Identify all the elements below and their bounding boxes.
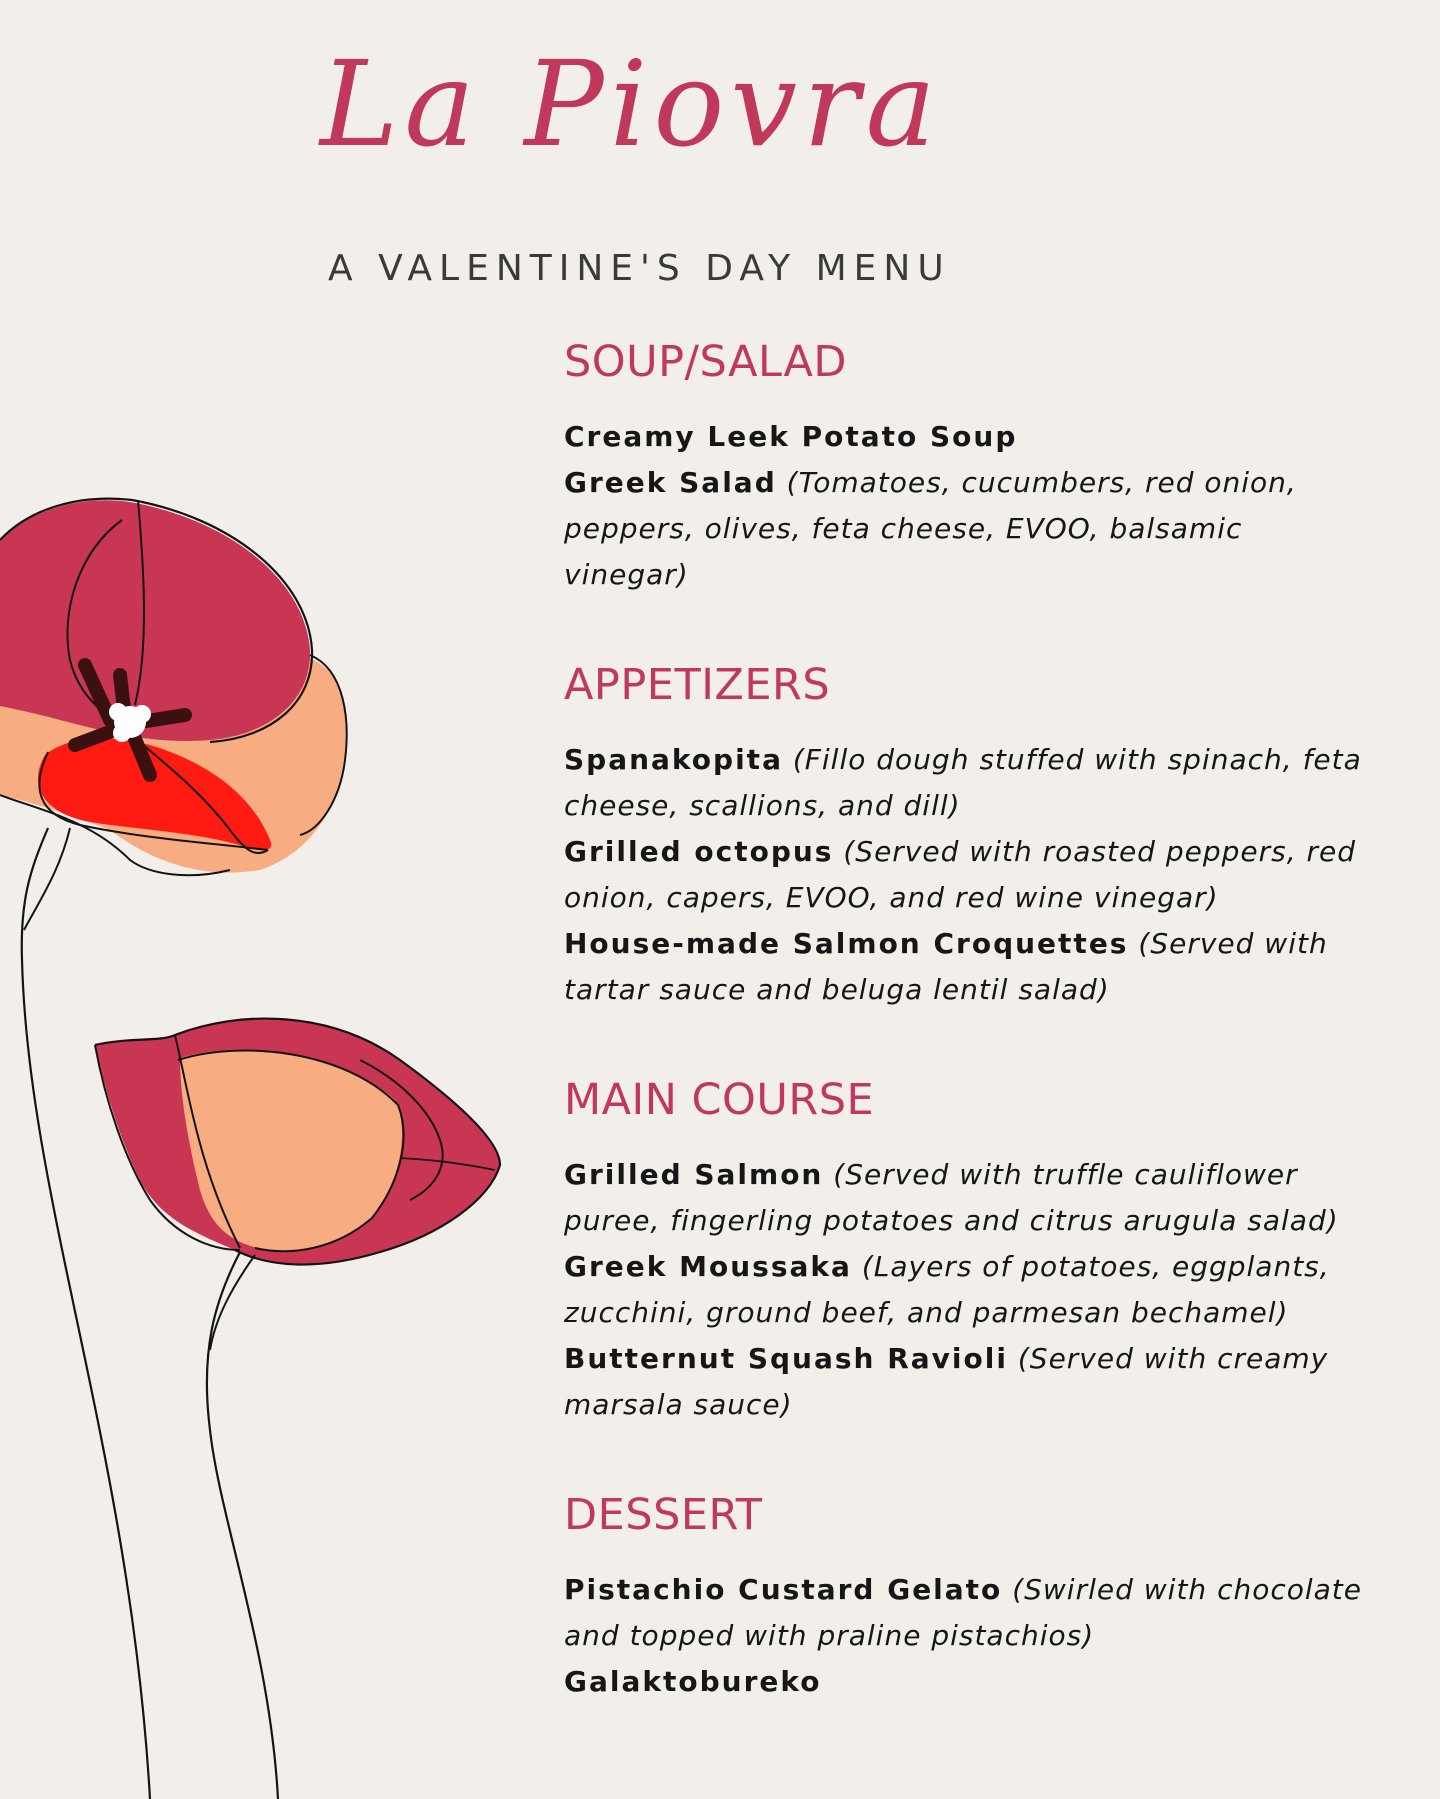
menu-item-description: (Served with tartar sauce and beluga lentil salad) [564, 927, 1328, 1006]
top-poppy-crimson-petal [0, 500, 310, 741]
menu-item [564, 1244, 1364, 1336]
menu-item-name: Grilled Salmon [564, 1158, 824, 1191]
menu-item-name: House-made Salmon Croquettes [564, 927, 1129, 960]
menu-item-name: Creamy Leek Potato Soup [564, 420, 1018, 453]
menu-item [564, 414, 1364, 460]
section-title: DESSERT [564, 1490, 763, 1540]
menu-item-name: Greek Salad [564, 466, 777, 499]
menu-item-name: Galaktobureko [564, 1665, 822, 1698]
menu-subtitle: A VALENTINE'S DAY MENU [328, 248, 951, 289]
menu-section [564, 1485, 1364, 1705]
menu-item-name: Spanakopita [564, 743, 783, 776]
menu-item-name: Butternut Squash Ravioli [564, 1342, 1008, 1375]
menu-item-description: (Tomatoes, cucumbers, red onion, peppers, olives, feta cheese, EVOO, balsamic vinegar) [564, 466, 1297, 591]
menu-item [564, 737, 1364, 829]
section-title: SOUP/SALAD [564, 337, 848, 387]
restaurant-name: La Piovra [320, 35, 942, 173]
menu-item-description: (Served with creamy marsala sauce) [564, 1342, 1329, 1421]
section-title: APPETIZERS [564, 660, 831, 710]
menu-item-description: (Served with roasted peppers, red onion, capers, EVOO, and red wine vinegar) [564, 835, 1357, 914]
menu-section [564, 655, 1364, 1013]
bottom-poppy-stem [207, 1252, 278, 1799]
menu-list [564, 332, 1364, 1762]
menu-item [564, 1152, 1364, 1244]
menu-item-name: Greek Moussaka [564, 1250, 852, 1283]
menu-item [564, 1659, 1364, 1705]
menu-item-name: Grilled octopus [564, 835, 834, 868]
bottom-poppy-flower [95, 1019, 500, 1265]
menu-item [564, 1567, 1364, 1659]
menu-item-description: (Layers of potatoes, eggplants, zucchini, ground beef, and parmesan bechamel) [564, 1250, 1330, 1329]
menu-item [564, 829, 1364, 921]
poppy-flowers-illustration [0, 0, 560, 1799]
menu-item-name: Pistachio Custard Gelato [564, 1573, 1003, 1606]
menu-item-description: (Served with truffle cauliflower puree, fingerling potatoes and citrus arugula salad) [564, 1158, 1339, 1237]
menu-item [564, 460, 1364, 598]
menu-item-description: (Swirled with chocolate and topped with praline pistachios) [564, 1573, 1363, 1652]
menu-section [564, 332, 1364, 598]
section-title: MAIN COURSE [564, 1075, 875, 1125]
menu-item [564, 921, 1364, 1013]
top-poppy-flower [0, 499, 347, 876]
menu-section [564, 1070, 1364, 1428]
top-poppy-stem [22, 828, 150, 1799]
menu-item [564, 1336, 1364, 1428]
menu-item-description: (Fillo dough stuffed with spinach, feta cheese, scallions, and dill) [564, 743, 1362, 822]
